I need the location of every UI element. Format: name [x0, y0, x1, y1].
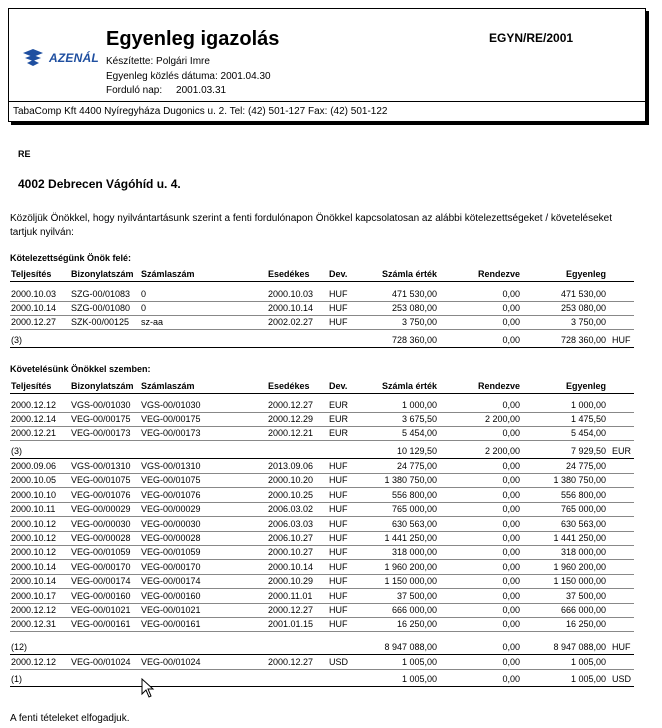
- table-header-cell: Számlaszám: [141, 269, 195, 279]
- table-row-cell: HUF: [329, 576, 348, 587]
- table-header-cell: Esedékes: [268, 381, 310, 391]
- table-row-cell: HUF: [329, 590, 348, 601]
- table-row-cell: 16 250,00: [396, 619, 437, 630]
- cutoff-date: Forduló nap: 2001.03.31: [106, 85, 227, 96]
- table-row-cell: HUF: [329, 518, 348, 529]
- table-row-cell: 1 960 200,00: [553, 561, 606, 572]
- total-row: [10, 445, 634, 459]
- table-header-cell: Számla érték: [381, 381, 437, 391]
- table-row-cell: 37 500,00: [565, 590, 606, 601]
- table-header-cell: Dev.: [329, 269, 348, 279]
- table-row-cell: 0,00: [502, 489, 520, 500]
- table-row-cell: VEG-00/01075: [71, 475, 131, 486]
- recipient-code: RE: [18, 149, 31, 159]
- table-row-cell: 3 750,00: [570, 317, 606, 327]
- table-row-cell: VEG-00/00029: [141, 504, 201, 515]
- table-row-cell: SZG-00/01083: [71, 289, 131, 299]
- table-row: [10, 618, 634, 632]
- document-header: [8, 8, 646, 122]
- company-logo: [21, 47, 105, 69]
- table-row-cell: 253 080,00: [560, 303, 606, 313]
- table-row-cell: HUF: [329, 605, 348, 615]
- table-row: [10, 288, 634, 302]
- table-row-cell: 666 000,00: [560, 605, 606, 615]
- table-row-cell: VEG-00/00174: [141, 576, 201, 587]
- table-row-cell: 765 000,00: [560, 504, 606, 515]
- table-row-cell: VEG-00/00173: [141, 428, 201, 438]
- total-row-cell: (1): [11, 674, 22, 684]
- table-row-cell: 765 000,00: [391, 504, 437, 515]
- intro-text: Közöljük Önökkel, hogy nyilvántartásunk szerint a fenti fordulónapon Önökkel kapcsolatosan az alábbi kötelezettségeket / követeléseket tartjuk nyilván:: [10, 213, 613, 238]
- table-row-cell: 0: [141, 289, 147, 299]
- table-header-cell: Esedékes: [268, 269, 310, 279]
- table-header-cell: Rendezve: [477, 269, 520, 279]
- table-row-cell: 0,00: [502, 461, 520, 471]
- table-row-cell: 1 960 200,00: [384, 561, 437, 572]
- table-row-cell: 2000.12.31: [11, 619, 57, 630]
- table-row-cell: 37 500,00: [396, 590, 437, 601]
- document-id: EGYN/RE/2001: [489, 31, 574, 45]
- table-row-cell: SZG-00/01080: [71, 303, 131, 313]
- table-row: [10, 413, 634, 427]
- table-row-cell: 2000.10.14: [268, 561, 314, 572]
- table-row-cell: 2000.12.12: [11, 605, 57, 615]
- table-row-cell: 2000.12.27: [268, 400, 314, 410]
- table-row-cell: VEG-00/00160: [71, 590, 131, 601]
- table-row-cell: 2000.09.06: [11, 461, 57, 471]
- table-row-cell: 2000.10.03: [268, 289, 314, 299]
- table-row-cell: 0,00: [502, 504, 520, 515]
- table-row-cell: HUF: [329, 533, 348, 543]
- table-row-cell: 2 200,00: [484, 414, 520, 424]
- table-header-cell: Egyenleg: [565, 269, 606, 279]
- table-row-cell: VEG-00/01024: [71, 657, 131, 667]
- table-row-cell: EUR: [329, 414, 349, 424]
- table-row-cell: 2000.10.03: [11, 289, 57, 299]
- table-row-cell: EUR: [329, 400, 349, 410]
- table-row-cell: VGS-00/01310: [71, 461, 131, 471]
- table-row-cell: 630 563,00: [391, 518, 437, 529]
- table-row-cell: 471 530,00: [391, 289, 437, 299]
- table-row-cell: HUF: [329, 619, 348, 630]
- table-row-cell: 318 000,00: [560, 547, 606, 558]
- table-row-cell: 1 380 750,00: [553, 475, 606, 486]
- table-row-cell: 2000.10.14: [11, 303, 57, 313]
- table-row-cell: 0,00: [502, 533, 520, 543]
- total-row-cell: 7 929,50: [570, 446, 606, 456]
- total-row-cell: 8 947 088,00: [553, 642, 606, 652]
- table-row: [10, 656, 634, 670]
- table-row-cell: HUF: [329, 461, 348, 471]
- total-row-cell: HUF: [612, 335, 631, 345]
- table-row-cell: 1 000,00: [401, 400, 437, 410]
- total-row-cell: 2 200,00: [484, 446, 520, 456]
- table-row-cell: 2000.10.14: [268, 303, 314, 313]
- table-row-cell: 2006.03.02: [268, 504, 314, 515]
- table-row-cell: VEG-00/00029: [71, 504, 131, 515]
- table-row-cell: 0,00: [502, 303, 520, 313]
- table-row-cell: 1 005,00: [401, 657, 437, 667]
- table-row: [10, 532, 634, 546]
- table-header-cell: Bizonylatszám: [71, 269, 134, 279]
- table-row-cell: VEG-00/00028: [71, 533, 131, 543]
- table-row-cell: 2000.10.27: [268, 547, 314, 558]
- total-row-cell: 10 129,50: [396, 446, 437, 456]
- table-row-cell: 5 454,00: [570, 428, 606, 438]
- table-row-cell: VEG-00/00161: [71, 619, 131, 630]
- table-row-cell: 2000.12.21: [11, 428, 57, 438]
- table-row-cell: VEG-00/01021: [141, 605, 201, 615]
- table-row-cell: 0,00: [502, 605, 520, 615]
- table-row-cell: 0,00: [502, 289, 520, 299]
- table-row-cell: 1 475,50: [570, 414, 606, 424]
- table-row-cell: 2000.12.12: [11, 400, 57, 410]
- table-row-cell: EUR: [329, 428, 349, 438]
- table-row: [10, 503, 634, 517]
- table-row-cell: HUF: [329, 504, 348, 515]
- table-row-cell: VEG-00/01024: [141, 657, 201, 667]
- table-header-cell: Teljesítés: [11, 269, 52, 279]
- total-row-cell: (3): [11, 335, 22, 345]
- table-row-cell: VGS-00/01030: [71, 400, 131, 410]
- total-row-cell: (12): [11, 642, 28, 652]
- table-header-cell: Dev.: [329, 381, 348, 391]
- total-row-cell: 0,00: [502, 335, 520, 345]
- table-row-cell: VGS-00/01310: [141, 461, 201, 471]
- recipient-address: 4002 Debrecen Vágóhíd u. 4.: [18, 177, 181, 191]
- table-row-cell: 2000.10.05: [11, 475, 57, 486]
- table-row-cell: 2000.10.12: [11, 533, 57, 543]
- table-row-cell: 253 080,00: [391, 303, 437, 313]
- table-row-cell: 2000.10.10: [11, 489, 57, 500]
- table-row: [10, 518, 634, 532]
- table-row-cell: 2000.10.12: [11, 518, 57, 529]
- table-row: [10, 427, 634, 441]
- table-row-cell: 3 675,50: [401, 414, 437, 424]
- table-row: [10, 604, 634, 618]
- total-row-cell: 8 947 088,00: [384, 642, 437, 652]
- table-row: [10, 399, 634, 413]
- table-row-cell: 2000.10.14: [11, 561, 57, 572]
- table-row-cell: 16 250,00: [565, 619, 606, 630]
- table-row-cell: 0,00: [502, 400, 520, 410]
- logo-mark-icon: [21, 47, 45, 69]
- total-row: [10, 673, 634, 687]
- table-row-cell: HUF: [329, 489, 348, 500]
- table-row-cell: 2000.10.17: [11, 590, 57, 601]
- table-row-cell: VEG-00/00175: [71, 414, 131, 424]
- table-header: [10, 380, 634, 394]
- table-row-cell: 2006.10.27: [268, 533, 314, 543]
- table-row: [10, 474, 634, 488]
- total-row-cell: 728 360,00: [391, 335, 437, 345]
- table-row: [10, 575, 634, 589]
- table-header-cell: Rendezve: [477, 381, 520, 391]
- table-row-cell: 318 000,00: [391, 547, 437, 558]
- table-row-cell: 0,00: [502, 657, 520, 667]
- table-row-cell: 24 775,00: [396, 461, 437, 471]
- total-row-cell: 728 360,00: [560, 335, 606, 345]
- table-row-cell: 0,00: [502, 475, 520, 486]
- table-row-cell: 3 750,00: [401, 317, 437, 327]
- table-row-cell: VEG-00/00030: [141, 518, 201, 529]
- table-row: [10, 546, 634, 560]
- total-row-cell: 0,00: [502, 642, 520, 652]
- table-row-cell: 0,00: [502, 576, 520, 587]
- table-row-cell: 2000.12.27: [268, 657, 314, 667]
- table-row-cell: VEG-00/00173: [71, 428, 131, 438]
- table-row-cell: 2000.10.25: [268, 489, 314, 500]
- table-header-cell: Egyenleg: [565, 381, 606, 391]
- table-row: [10, 590, 634, 604]
- table-row-cell: 2013.09.06: [268, 461, 314, 471]
- table-row-cell: VGS-00/01030: [141, 400, 201, 410]
- table-row-cell: 556 800,00: [391, 489, 437, 500]
- total-row-cell: EUR: [612, 446, 632, 456]
- table-row-cell: 5 454,00: [401, 428, 437, 438]
- table-row-cell: 2000.12.14: [11, 414, 57, 424]
- table-row-cell: 0,00: [502, 547, 520, 558]
- company-line: TabaComp Kft 4400 Nyíregyháza Dugonics u. 2. Tel: (42) 501-127 Fax: (42) 501-122: [13, 106, 388, 117]
- table-row: [10, 302, 634, 316]
- table-row-cell: VEG-00/01021: [71, 605, 131, 615]
- table-row-cell: 556 800,00: [560, 489, 606, 500]
- table-row-cell: 2000.12.27: [11, 317, 57, 327]
- total-row: [10, 334, 634, 348]
- table-row-cell: 666 000,00: [391, 605, 437, 615]
- table-row: [10, 460, 634, 474]
- table-row-cell: 471 530,00: [560, 289, 606, 299]
- prepared-by: Készítette: Polgári Imre: [106, 56, 210, 67]
- total-row: [10, 641, 634, 655]
- table-row-cell: 2000.12.27: [268, 605, 314, 615]
- table-row-cell: 630 563,00: [560, 518, 606, 529]
- mouse-cursor-icon: [141, 678, 155, 698]
- table-row-cell: VEG-00/01076: [141, 489, 201, 500]
- table-row-cell: 2000.11.01: [268, 590, 313, 601]
- table-row-cell: 0: [141, 303, 147, 313]
- table-row-cell: 1 150 000,00: [553, 576, 606, 587]
- table-row-cell: 0,00: [502, 590, 520, 601]
- table-row-cell: VEG-00/00160: [141, 590, 201, 601]
- table-row-cell: 2000.12.21: [268, 428, 314, 438]
- total-row-cell: 0,00: [502, 674, 520, 684]
- table-row-cell: HUF: [329, 303, 348, 313]
- table-header: [10, 268, 634, 282]
- table-row-cell: HUF: [329, 475, 348, 486]
- table-row-cell: 1 005,00: [570, 657, 606, 667]
- table-row-cell: 2000.10.12: [11, 547, 57, 558]
- table-row-cell: VEG-00/00030: [71, 518, 131, 529]
- table-row-cell: 0,00: [502, 561, 520, 572]
- table-row-cell: HUF: [329, 561, 348, 572]
- table-row: [10, 489, 634, 503]
- table-row-cell: VEG-00/00170: [141, 561, 201, 572]
- table-row-cell: HUF: [329, 289, 348, 299]
- table-header-cell: Számlaszám: [141, 381, 195, 391]
- table-row-cell: 1 150 000,00: [384, 576, 437, 587]
- table-row-cell: VEG-00/00170: [71, 561, 131, 572]
- table-row-cell: 0,00: [502, 518, 520, 529]
- table-header-cell: Bizonylatszám: [71, 381, 134, 391]
- total-row-cell: (3): [11, 446, 22, 456]
- table-row-cell: 2000.12.29: [268, 414, 314, 424]
- logo-text: AZENÁL: [49, 51, 99, 65]
- total-row-cell: 1 005,00: [401, 674, 437, 684]
- total-row-cell: 1 005,00: [570, 674, 606, 684]
- table-row-cell: VEG-00/01059: [141, 547, 201, 558]
- table-row-cell: 0,00: [502, 428, 520, 438]
- table-header-cell: Teljesítés: [11, 381, 52, 391]
- table-row-cell: 2000.10.29: [268, 576, 314, 587]
- table-row-cell: 0,00: [502, 619, 520, 630]
- table-row-cell: VEG-00/01075: [141, 475, 201, 486]
- table-row-cell: VEG-00/00028: [141, 533, 201, 543]
- table-row-cell: 2002.02.27: [268, 317, 314, 327]
- table-row-cell: HUF: [329, 317, 348, 327]
- table-row-cell: SZK-00/00125: [71, 317, 130, 327]
- total-row-cell: USD: [612, 674, 632, 684]
- table-row-cell: 2000.12.12: [11, 657, 57, 667]
- table-row: [10, 316, 634, 330]
- table-row-cell: 2000.10.20: [268, 475, 314, 486]
- table-row-cell: 1 441 250,00: [553, 533, 606, 543]
- table-row-cell: 24 775,00: [565, 461, 606, 471]
- table-row-cell: 0,00: [502, 317, 520, 327]
- table-row-cell: HUF: [329, 547, 348, 558]
- table-row-cell: 1 441 250,00: [384, 533, 437, 543]
- table-row-cell: sz-aa: [141, 317, 164, 327]
- table-row-cell: VEG-00/01076: [71, 489, 131, 500]
- table-row-cell: 1 000,00: [570, 400, 606, 410]
- acceptance-note: A fenti tételeket elfogadjuk.: [10, 713, 130, 724]
- table-row-cell: 2006.03.03: [268, 518, 314, 529]
- document-title: Egyenleg igazolás: [106, 28, 280, 50]
- table-row-cell: 1 380 750,00: [384, 475, 437, 486]
- table-row-cell: 2000.10.11: [11, 504, 56, 515]
- header-divider: [9, 101, 645, 102]
- table-row-cell: USD: [329, 657, 349, 667]
- table-row: [10, 561, 634, 575]
- table-row-cell: VEG-00/00175: [141, 414, 201, 424]
- table-row-cell: VEG-00/00174: [71, 576, 131, 587]
- table-row-cell: 2000.10.14: [11, 576, 57, 587]
- section-title: Követelésünk Önökkel szemben:: [10, 364, 151, 374]
- section-title: Kötelezettségünk Önök felé:: [10, 253, 132, 263]
- table-row-cell: VEG-00/00161: [141, 619, 201, 630]
- table-row-cell: VEG-00/01059: [71, 547, 131, 558]
- total-row-cell: HUF: [612, 642, 631, 652]
- table-header-cell: Számla érték: [381, 269, 437, 279]
- issue-date: Egyenleg közlés dátuma: 2001.04.30: [106, 71, 271, 82]
- table-row-cell: 2001.01.15: [268, 619, 314, 630]
